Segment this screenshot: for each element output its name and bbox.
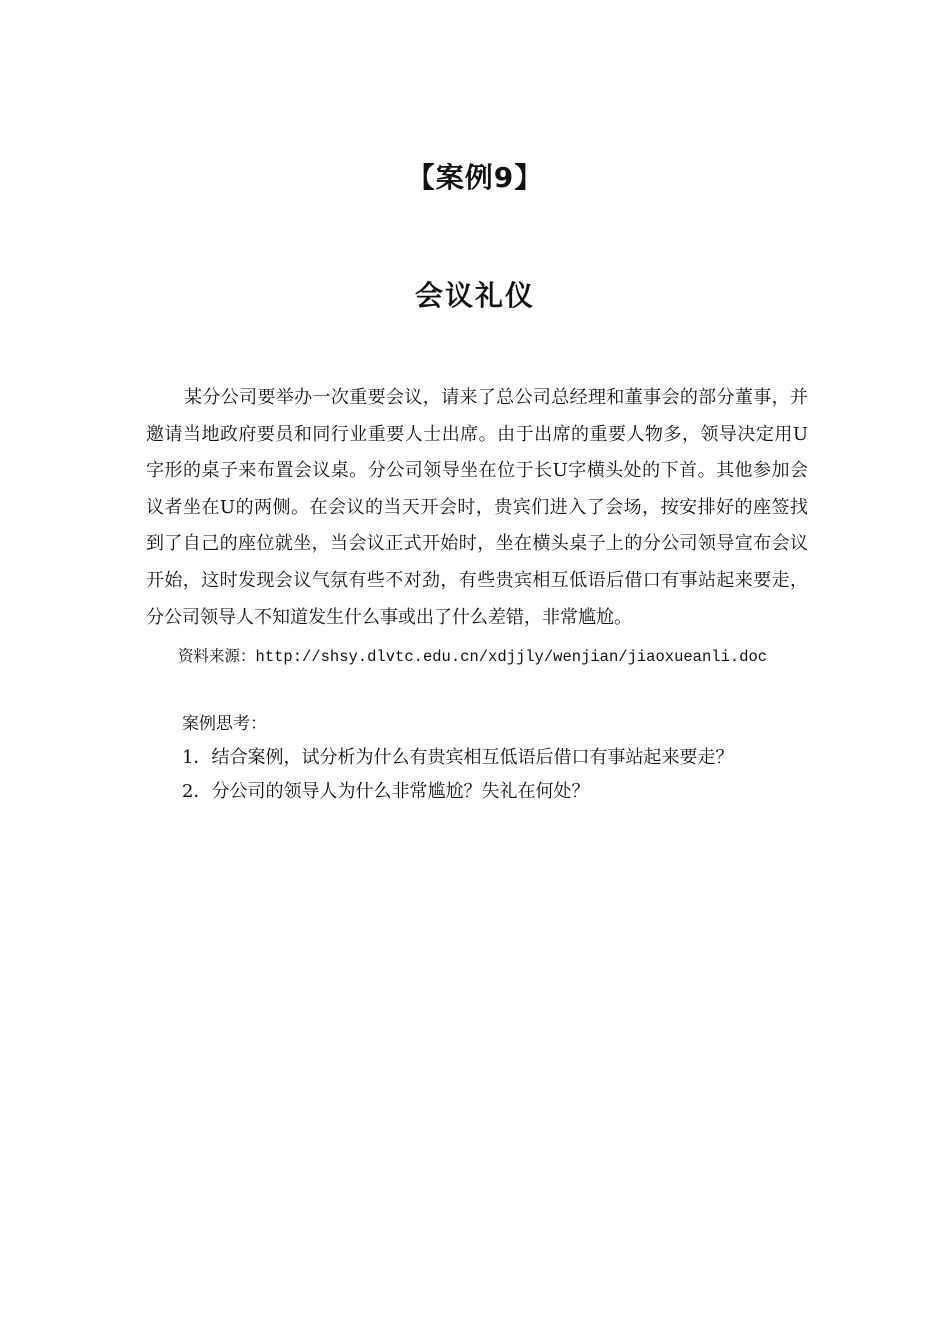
question-number: 1． bbox=[182, 747, 212, 768]
question-text: 结合案例，试分析为什么有贵宾相互低语后借口有事站起来要走？ bbox=[211, 747, 734, 768]
source-label: 资料来源： bbox=[178, 647, 256, 665]
page-title: 会议礼仪 bbox=[414, 279, 535, 312]
question-number: 2． bbox=[182, 781, 212, 802]
source-line bbox=[178, 644, 838, 669]
source-url: http://shsy.dlvtc.edu.cn/xdjjly/wenjian/jiaoxueanli.doc bbox=[255, 648, 768, 666]
case-label: 【案例9】 bbox=[406, 161, 544, 194]
question-item bbox=[182, 778, 589, 806]
question-text: 分公司的领导人为什么非常尴尬？失礼在何处？ bbox=[211, 781, 590, 802]
case-body-paragraph: 某分公司要举办一次重要会议，请来了总公司总经理和董事会的部分董事，并邀请当地政府要员和同行业重要人士出席。由于出席的重要人物多，领导决定用U字形的桌子来布置会议桌。分公司领导坐在位于长U字横头处的下首。其他参加会议者坐在U的两侧。在会议的当天开会时，贵宾们进入了会场，按安排好的座签找到了自己的座位就坐，当会议正式开始时，坐在横头桌子上的分公司领导宣布会议开始，这时发现会议气氛有些不对劲，有些贵宾相互低语后借口有事站起来要走，分公司领导人不知道发生什么事或出了什么差错，非常尴尬。 bbox=[146, 387, 808, 628]
questions-heading: 案例思考： bbox=[182, 714, 267, 734]
question-item bbox=[182, 744, 733, 772]
